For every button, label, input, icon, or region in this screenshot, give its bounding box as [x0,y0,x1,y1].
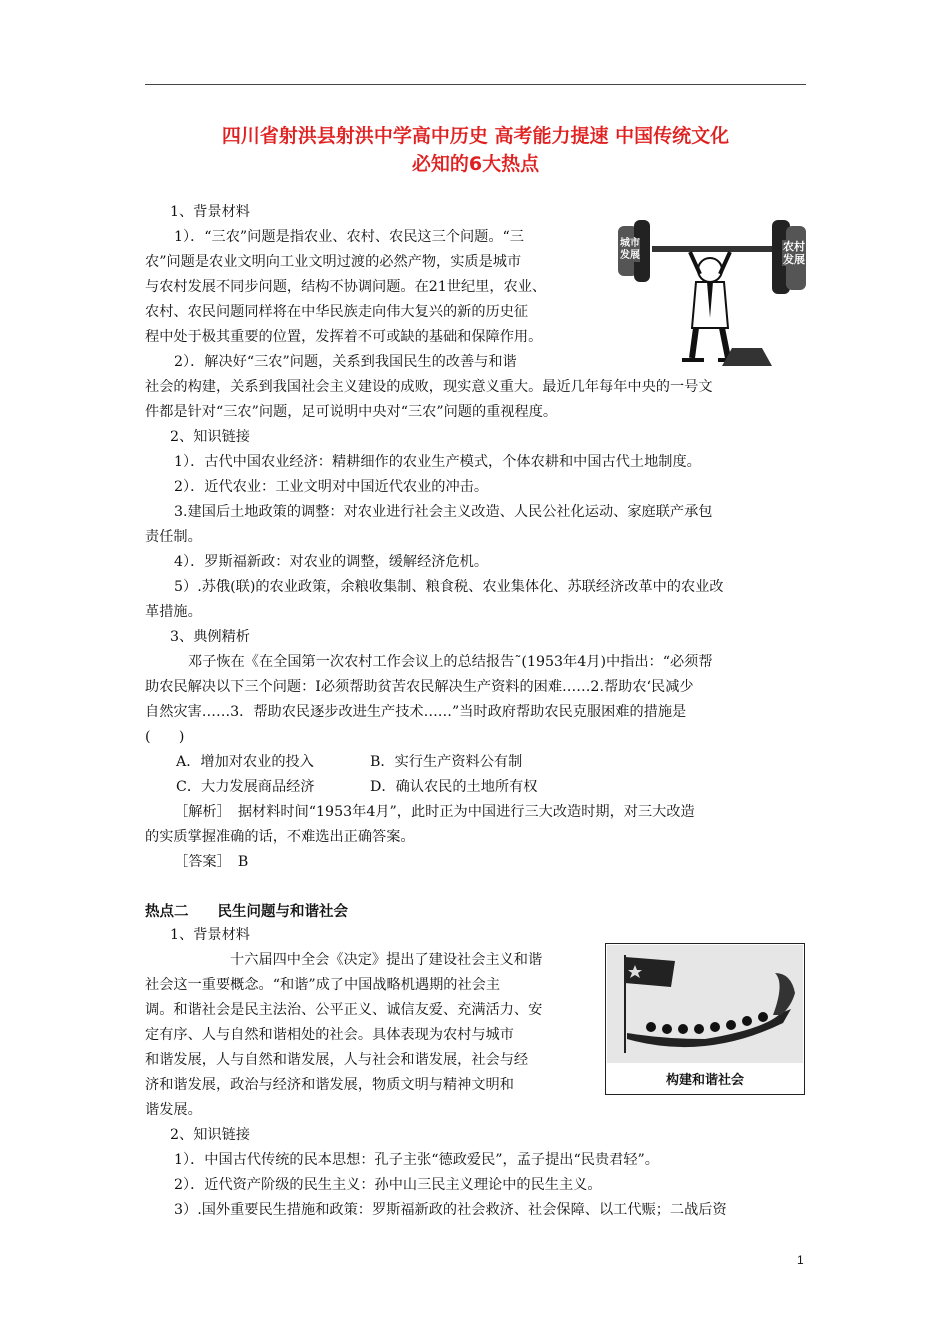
cartoon1-right-label: 农村发展 [783,240,805,266]
s1-analysis-line: 的实质掌握准确的话，不难选出正确答案。 [145,829,415,845]
doc-title-line1: 四川省射洪县射洪中学高中历史 高考能力提速 中国传统文化 [221,125,730,147]
s2-para-line: 社会这一重要概念。“和谐”成了中国战略机遇期的社会主 [145,977,501,993]
s1-background-heading: 1、背景材料 [170,204,250,220]
s1-para1-line: 与农村发展不同步问题，结构不协调问题。在21世纪里，农业、 [145,279,547,295]
s2-para-line: 谐发展。 [145,1102,202,1118]
s1-option-d: D．确认农民的土地所有权 [370,779,538,795]
s1-para1-line: 1）．“三农”问题是指农业、农村、农民这三个问题。“三 [174,229,524,245]
s1-analysis-line: ［解析］ 据材料时间“1953年4月”，此时正为中国进行三大改造时期，对三大改造 [174,804,695,820]
s1-para2-line: 件都是针对“三农”问题，足可说明中央对“三农”问题的重视程度。 [145,404,558,420]
header-rule [145,84,806,85]
s2-para-line: 济和谐发展，政治与经济和谐发展，物质文明与精神文明和 [145,1077,514,1093]
s2-knowledge-item: 3）.国外重要民生措施和政策：罗斯福新政的社会救济、社会保障、以工代赈；二战后资 [174,1202,727,1218]
s1-knowledge-item: 4）．罗斯福新政：对农业的调整，缓解经济危机。 [174,554,489,570]
s1-para2-line: 2）．解决好“三农”问题，关系到我国民生的改善与和谐 [174,354,517,370]
s1-knowledge-item: 革措施。 [145,604,202,620]
s1-knowledge-item: 3.建国后土地政策的调整：对农业进行社会主义改造、人民公社化运动、家庭联产承包 [174,504,713,520]
s2-background-heading: 1、背景材料 [170,927,250,943]
cartoon2-caption: 构建和谐社会 [665,1073,744,1088]
page-number: 1 [797,1253,804,1267]
s1-example-heading: 3、典例精析 [170,629,250,645]
s2-para-line: 和谐发展，人与自然和谐发展，人与社会和谐发展，社会与经 [145,1052,529,1068]
s1-option-a: A．增加对农业的投入 [176,754,314,770]
s2-knowledge-heading: 2、知识链接 [170,1127,250,1143]
s2-para-line: 调。和谐社会是民主法治、公平正义、诚信友爱、充满活力、安 [145,1002,543,1018]
weightlifter-cartoon [612,218,808,368]
s2-knowledge-item: 2）．近代资产阶级的民生主义：孙中山三民主义理论中的民生主义。 [174,1177,602,1193]
s1-answer: ［答案］ B [174,854,249,870]
s1-knowledge-item: 5）.苏俄(联)的农业政策，余粮收集制、粮食税、农业集体化、苏联经济改革中的农业改 [174,579,724,595]
s1-para1-line: 程中处于极其重要的位置，发挥着不可或缺的基础和保障作用。 [145,329,543,345]
s1-knowledge-item: 2）．近代农业：工业文明对中国近代农业的冲击。 [174,479,489,495]
s1-knowledge-item: 1）．古代中国农业经济：精耕细作的农业生产模式，个体农耕和中国古代土地制度。 [174,454,701,470]
doc-title-line2: 必知的6大热点 [411,153,540,175]
hot2-heading: 热点二 民生问题与和谐社会 [145,904,348,920]
s1-para1-line: 农”问题是农业文明向工业文明过渡的必然产物，实质是城市 [145,254,522,270]
s2-para-line: 定有序、人与自然和谐相处的社会。具体表现为农村与城市 [145,1027,514,1043]
s2-para-line: 十六届四中全会《决定》提出了建设社会主义和谐 [230,952,543,968]
s1-question-line: ( ) [145,729,185,745]
s1-knowledge-heading: 2、知识链接 [170,429,250,445]
harmony-cartoon [605,943,805,1095]
s1-question-line: 助农民解决以下三个问题：Ⅰ必须帮助贫苦农民解决生产资料的困难……2.帮助农‘民减少 [145,679,694,695]
s1-knowledge-item: 责任制。 [145,529,202,545]
s1-para1-line: 农村、农民问题同样将在中华民族走向伟大复兴的新的历史征 [145,304,529,320]
s1-option-b: B．实行生产资料公有制 [370,754,523,770]
s1-question-line: 自然灾害……3．帮助农民逐步改进生产技术……”当时政府帮助农民克服困难的措施是 [145,704,687,720]
s1-question-line: 邓子恢在《在全国第一次农村工作会议上的总结报告˜(1953年4月)中指出：“必须帮 [188,654,713,670]
s2-knowledge-item: 1）．中国古代传统的民本思想：孔子主张“德政爱民”，孟子提出“民贵君轻”。 [174,1152,659,1168]
cartoon1-left-label: 城市发展 [620,238,640,261]
s1-para2-line: 社会的构建，关系到我国社会主义建设的成败，现实意义重大。最近几年每年中央的一号文 [145,379,713,395]
s1-option-c: C．大力发展商品经济 [176,779,315,795]
